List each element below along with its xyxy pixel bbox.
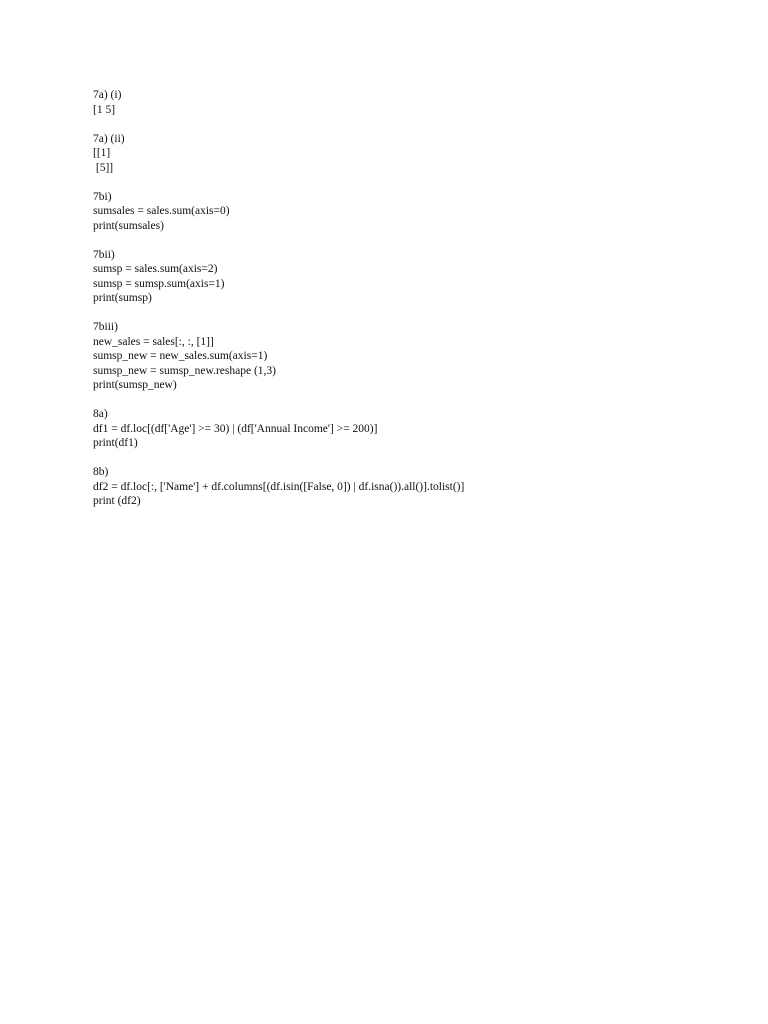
- code-line: print(df1): [93, 437, 138, 449]
- answer-line: [1 5]: [93, 103, 116, 116]
- answer-7a-ii: [93, 132, 733, 176]
- answer-heading: 7biii): [93, 321, 118, 333]
- code-line: print(sumsp): [93, 292, 152, 304]
- answer-7bi: [93, 190, 733, 234]
- answer-7a-i: [93, 88, 733, 117]
- code-line: sumsp_new = new_sales.sum(axis=1): [93, 350, 268, 362]
- code-line: sumsp = sales.sum(axis=2): [93, 263, 218, 275]
- code-line: sumsp = sumsp.sum(axis=1): [93, 277, 225, 290]
- code-line: print (df2): [93, 495, 141, 507]
- answer-heading: 7bi): [93, 190, 112, 203]
- answer-heading: 7bii): [93, 248, 115, 261]
- code-line: new_sales = sales[:, :, [1]]: [93, 335, 214, 348]
- answer-heading: 8a): [93, 408, 108, 420]
- answer-heading: 7a) (ii): [93, 132, 125, 145]
- answer-7biii: [93, 320, 733, 393]
- answer-line: [[1]: [93, 147, 111, 159]
- answer-8b: [93, 465, 733, 509]
- answer-line: [5]]: [93, 161, 114, 174]
- code-line: print(sumsales): [93, 219, 164, 232]
- code-line: sumsales = sales.sum(axis=0): [93, 205, 230, 217]
- answer-8a: [93, 407, 733, 451]
- code-line: df1 = df.loc[(df['Age'] >= 30) | (df['Annual Income'] >= 200)]: [93, 422, 378, 435]
- answer-heading: 8b): [93, 466, 109, 478]
- code-line: df2 = df.loc[:, ['Name'] + df.columns[(df.isin([False, 0]) | df.isna()).all()].tolist()]: [93, 480, 465, 493]
- code-line: sumsp_new = sumsp_new.reshape (1,3): [93, 364, 277, 377]
- document-content: [93, 88, 733, 523]
- answer-7bii: [93, 248, 733, 306]
- code-line: print(sumsp_new): [93, 379, 177, 391]
- answer-heading: 7a) (i): [93, 89, 122, 101]
